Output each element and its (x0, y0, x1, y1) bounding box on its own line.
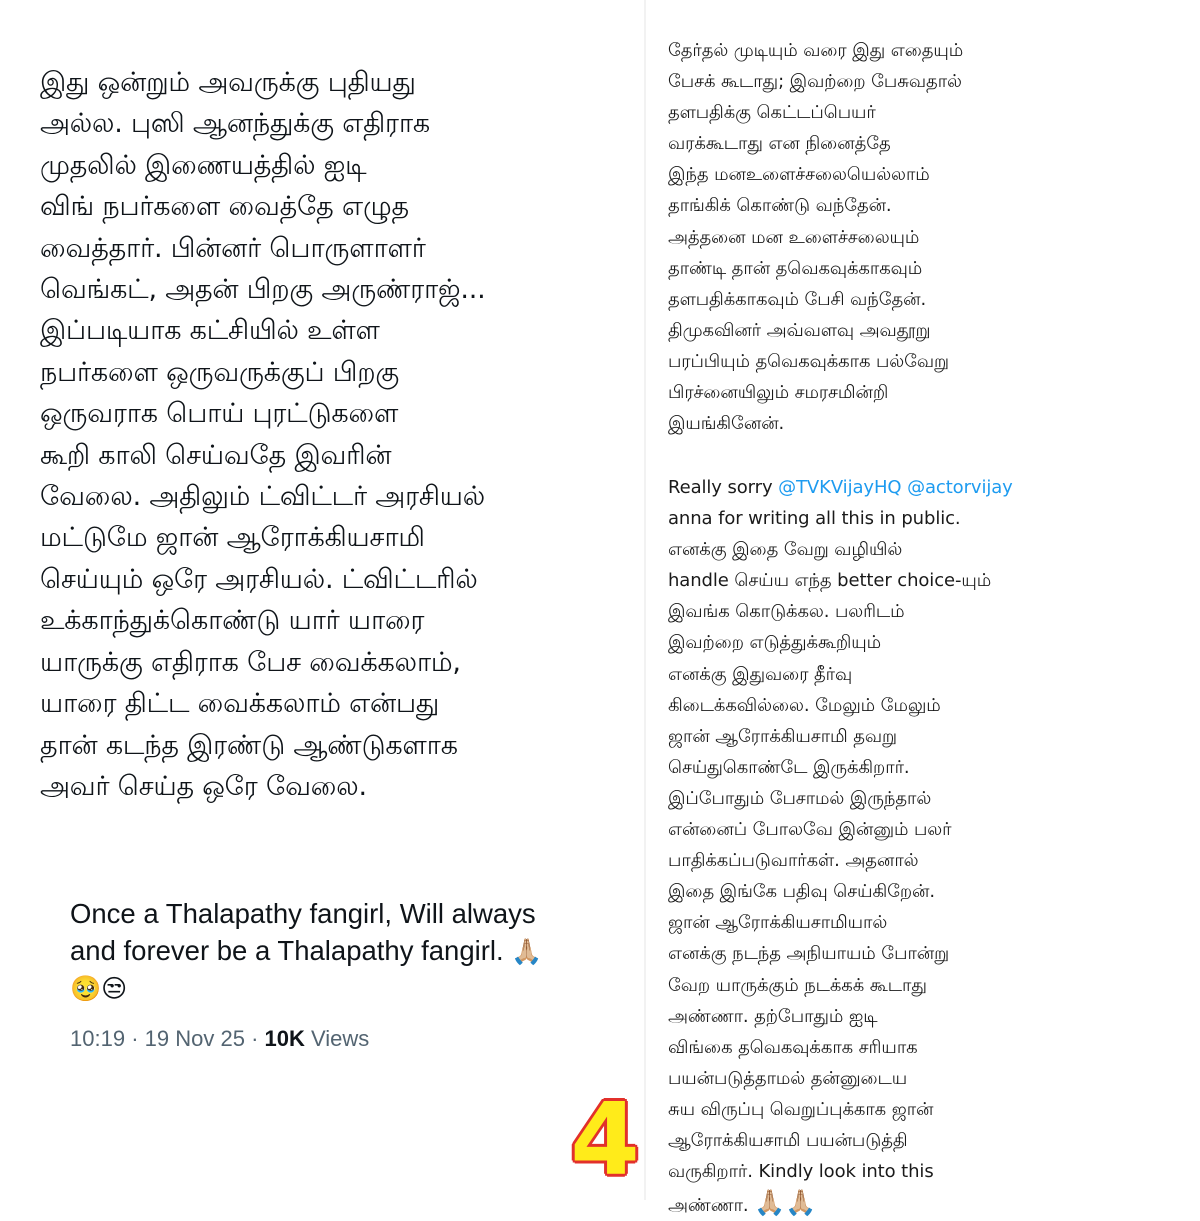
left-post-line: வெங்கட், அதன் பிறகு அருண்ராஜ்... (40, 274, 486, 306)
right-post-line: தாண்டி தான் தவெகவுக்காகவும் (668, 257, 923, 279)
folded-hands-emoji-icon: 🙏🏼🙏🏼 (754, 1188, 817, 1218)
tweet-text (70, 895, 630, 1007)
left-post-line: அவர் செய்த ஒரே வேலை. (40, 770, 367, 802)
left-post-body (40, 62, 635, 807)
right-post-line: வேற யாருக்கும் நடக்கக் கூடாது (668, 974, 927, 996)
right-post-line: பேசக் கூடாது; இவற்றை பேசுவதால் (668, 71, 962, 93)
right-post-line: அத்தனை மன உளைச்சலையும் (668, 226, 920, 248)
right-post-line: இயங்கினேன். (668, 413, 785, 435)
right-post-bottom-body (668, 472, 1188, 1221)
tweet-text-line: Once a Thalapathy fangirl, Will always (70, 898, 536, 929)
closing-word: அண்ணா. (668, 1195, 749, 1217)
right-post-line: தாங்கிக் கொண்டு வந்தேன். (668, 195, 892, 217)
right-post-line: இப்போதும் பேசாமல் இருந்தால் (668, 787, 932, 809)
right-post-line: பாதிக்கப்படுவார்கள். அதனால் (668, 850, 919, 872)
left-post-line: மட்டுமே ஜான் ஆரோக்கியசாமி (40, 522, 425, 554)
right-post-line: கிடைக்கவில்லை. மேலும் மேலும் (668, 694, 941, 716)
left-post-line: வைத்தார். பின்னர் பொருளாளர் (40, 232, 426, 264)
right-post-line: anna for writing all this in public. (668, 508, 961, 530)
right-post-line: பரப்பியும் தவெகவுக்காக பல்வேறு (668, 350, 950, 372)
right-post-line: ஆரோக்கியசாமி பயன்படுத்தி (668, 1129, 908, 1151)
left-post-line: கூறி காலி செய்வதே இவரின் (40, 439, 392, 471)
left-post-line: செய்யும் ஒரே அரசியல். ட்விட்டரில் (40, 563, 478, 595)
right-post-line: ஜான் ஆரோக்கியசாமி தவறு (668, 725, 897, 747)
right-post-line: இந்த மனஉளைச்சலையெல்லாம் (668, 164, 930, 186)
face-emoji-icons: 🥹😒 (70, 974, 128, 1003)
left-post-line: விங் நபர்களை வைத்தே எழுத (40, 191, 409, 223)
right-post-line: அண்ணா. தற்போதும் ஐடி (668, 1005, 878, 1027)
tweet-text-line-2: and forever be a Thalapathy fangirl. (70, 935, 504, 966)
left-post-line: இது ஒன்றும் அவருக்கு புதியது (40, 67, 416, 98)
left-post-line: முதலில் இணையத்தில் ஐடி (40, 149, 367, 181)
left-post-line: நபர்களை ஒருவருக்குப் பிறகு (40, 356, 400, 388)
meta-separator: · (131, 1026, 139, 1051)
right-post-line: என்னைப் போலவே இன்னும் பலர் (668, 819, 952, 841)
mention-tvkvijayhq-link[interactable]: @TVKVijayHQ (778, 477, 902, 498)
left-post-line: உக்காந்துக்கொண்டு யார் யாரை (40, 605, 425, 637)
tweet-meta (70, 1026, 369, 1052)
right-post-line: எனக்கு இதுவரை தீர்வு (668, 663, 853, 685)
mention-actorvijay-link[interactable]: @actorvijay (907, 477, 1013, 498)
folded-hands-emoji-icon: 🙏🏼 (511, 937, 543, 966)
left-post-line: ஒருவராக பொய் புரட்டுகளை (40, 398, 399, 430)
image-number-badge: 4 (570, 1081, 640, 1198)
right-post-line: தளபதிக்காகவும் பேசி வந்தேன். (668, 288, 927, 310)
views-label[interactable]: Views (311, 1026, 370, 1051)
tweet-time[interactable]: 10:19 (70, 1026, 126, 1051)
right-post-line: தேர்தல் முடியும் வரை இது எதையும் (668, 40, 964, 61)
right-post-top-body (668, 35, 1188, 439)
right-post-line: பயன்படுத்தாமல் தன்னுடைய (668, 1067, 908, 1089)
right-post-line: செய்துகொண்டே இருக்கிறார். (668, 756, 910, 778)
meta-separator: · (251, 1026, 259, 1051)
left-post-line: தான் கடந்த இரண்டு ஆண்டுகளாக (40, 729, 458, 761)
right-post-line: சுய விருப்பு வெறுப்புக்காக ஜான் (668, 1098, 934, 1120)
right-post-line: இவற்றை எடுத்துக்கூறியும் (668, 632, 882, 654)
right-post-line: handle செய்ய எந்த better choice-யும் (668, 570, 992, 592)
apology-prefix: Really sorry (668, 477, 779, 498)
right-post-line: திமுகவினர் அவ்வளவு அவதூறு (668, 319, 931, 341)
right-post-line: வரக்கூடாது என நினைத்தே (668, 133, 891, 155)
left-post-line: இப்படியாக கட்சியில் உள்ள (40, 315, 380, 347)
right-post-line: எனக்கு நடந்த அநியாயம் போன்று (668, 943, 950, 965)
right-post-line (668, 472, 1188, 503)
left-post-line: அல்ல. புஸி ஆனந்துக்கு எதிராக (40, 108, 430, 140)
tweet-text-line (70, 932, 630, 970)
panel-divider (644, 0, 646, 1200)
tweet-date[interactable]: 19 Nov 25 (144, 1026, 245, 1051)
right-post-line: வருகிறார். Kindly look into this (668, 1161, 934, 1183)
right-post-line: விங்கை தவெகவுக்காக சரியாக (668, 1036, 918, 1058)
right-post-line: இதை இங்கே பதிவு செய்கிறேன். (668, 881, 936, 903)
views-count[interactable]: 10K (264, 1026, 305, 1051)
right-post-line: தளபதிக்கு கெட்டப்பெயர் (668, 102, 876, 124)
right-post-line: எனக்கு இதை வேறு வழியில் (668, 539, 903, 561)
left-post-line: யாரை திட்ட வைக்கலாம் என்பது (40, 688, 440, 720)
right-post-line: பிரச்னையிலும் சமரசமின்றி (668, 382, 889, 404)
right-post-line: ஜான் ஆரோக்கியசாமியால் (668, 912, 888, 934)
left-post-line: யாருக்கு எதிராக பேச வைக்கலாம், (40, 646, 461, 678)
right-post-line: இவங்க கொடுக்கல. பலரிடம் (668, 601, 905, 623)
right-post-line (668, 1187, 1188, 1221)
left-post-line: வேலை. அதிலும் ட்விட்டர் அரசியல் (40, 481, 485, 513)
